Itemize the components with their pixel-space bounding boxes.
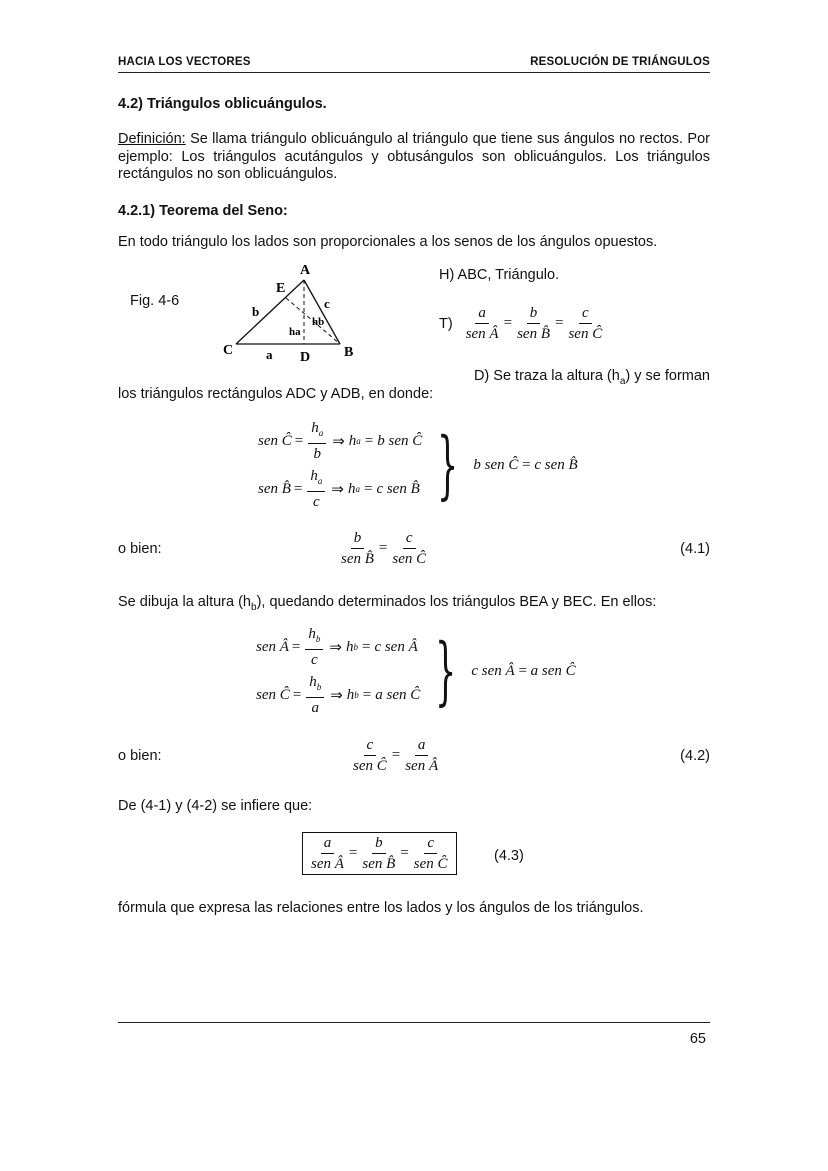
- page-number: 65: [689, 1031, 706, 1047]
- triangle-figure: [218, 258, 368, 368]
- boxed-formula-4-3: $\frac{a}{\text{sen Â}}$ = $\frac{b}{\text{sen B̂}}$ = $\frac{c}{\text{sen Ĉ}}$: [302, 832, 457, 875]
- vertex-A-label: A: [300, 263, 311, 278]
- side-b-label: b: [252, 304, 260, 319]
- inference-line: De (4-1) y (4-2) se infiere que:: [118, 798, 313, 814]
- demo-text-end: ) y se forman: [625, 368, 710, 384]
- o-bien-2: o bien:: [118, 748, 162, 764]
- running-header-right: [530, 56, 710, 68]
- demonstration-line1: [474, 368, 710, 387]
- thesis-label: T): [439, 315, 453, 332]
- closing-line: fórmula que expresa las relaciones entre los lados y los ángulos de los triángulos.: [118, 900, 644, 916]
- section-title: 4.2) Triángulos oblicuángulos.: [118, 96, 327, 112]
- demo-text-start: D) Se traza la altura (h: [473, 368, 620, 384]
- equation-system-2: sen Â = $\frac{h_b}{c}$ ⇒ h b = c sen Â sen Ĉ = $\frac{h_b}{a}$ ⇒ h b = a sen Ĉ } c sen Â = a sen Ĉ: [256, 626, 576, 716]
- formula-4-2: $\frac{c}{\text{sen Ĉ}}$ = $\frac{a}{\text{sen Â}}$: [353, 737, 439, 774]
- equation-number-4-3: (4.3): [494, 848, 524, 864]
- equation-number-4-2: (4.2): [680, 748, 710, 764]
- footer-rule: [118, 1022, 710, 1023]
- definition-paragraph: [118, 131, 710, 184]
- hb-paragraph: [118, 594, 710, 616]
- hb-text-end: ), quedando determinados los triángulos BEA y BEC. En ellos:: [256, 594, 657, 610]
- subsection-title: 4.2.1) Teorema del Seno:: [118, 203, 288, 219]
- definition-label: Definición:: [118, 131, 186, 147]
- hypothesis: H) ABC, Triángulo.: [439, 267, 560, 283]
- vertex-B-label: B: [344, 345, 354, 360]
- thesis-formula: $\frac{a}{\text{sen Â}}$ = $\frac{b}{\text{sen B̂}}$ = $\frac{c}{\text{sen Ĉ}}$: [465, 305, 603, 342]
- side-a-label: a: [266, 347, 273, 362]
- equation-number-4-1: (4.1): [680, 541, 710, 557]
- side-c-label: c: [324, 296, 330, 311]
- hb-subscript: b: [251, 601, 257, 613]
- demonstration-line2: los triángulos rectángulos ADC y ADB, en donde:: [118, 386, 434, 402]
- theorem-statement: En todo triángulo los lados son proporcionales a los senos de los ángulos opuestos.: [118, 234, 658, 250]
- hb-text-start: Se dibuja la altura (h: [118, 594, 251, 610]
- height-ha-label: ha: [289, 326, 301, 338]
- header-left-text: HACIA LOS VECTORES: [118, 56, 251, 68]
- figure-label: Fig. 4-6: [130, 293, 180, 309]
- header-rule: [118, 72, 710, 73]
- thesis: [439, 305, 607, 342]
- vertex-C-label: C: [223, 343, 234, 358]
- height-hb-label: hb: [312, 316, 325, 328]
- vertex-E-label: E: [276, 281, 286, 296]
- side-c-line: [304, 280, 340, 344]
- equation-system-1: sen Ĉ = $\frac{h_a}{b}$ ⇒ h a = b sen Ĉ sen B̂ = $\frac{h_a}{c}$ ⇒ h a = c sen B̂ } b sen Ĉ = c sen B̂: [258, 420, 578, 510]
- demo-subscript: a: [619, 375, 626, 387]
- running-header-left: [118, 56, 251, 68]
- o-bien-1: o bien:: [118, 541, 162, 557]
- formula-4-1: $\frac{b}{\text{sen B̂}}$ = $\frac{c}{\text{sen Ĉ}}$: [341, 530, 427, 567]
- vertex-D-label: D: [300, 350, 311, 365]
- definition-text: Se llama triángulo oblicuángulo al triángulo que tiene sus ángulos no rectos. Por ejemplo: Los triángulos acutángulos y obtusángulos son oblicuángulos. Los triángulos rectángulos no son oblicuángulos.: [118, 131, 710, 182]
- header-right-text: RESOLUCIÓN DE TRIÁNGULOS: [530, 56, 710, 68]
